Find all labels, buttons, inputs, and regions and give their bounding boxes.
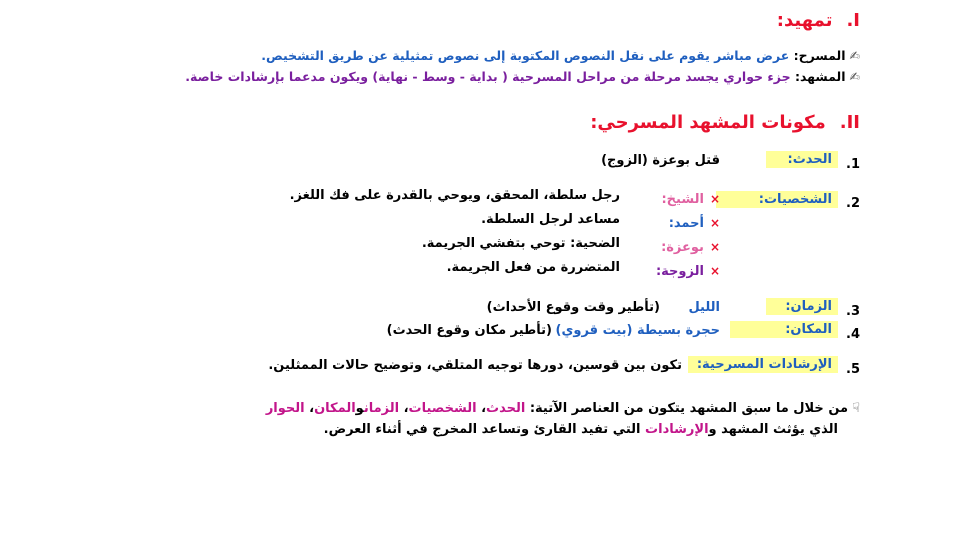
summary-element: الإرشادات xyxy=(645,422,709,437)
component-value: حجرة بسيطة (بيت قروي) xyxy=(555,323,720,338)
summary-element: المكان xyxy=(314,401,356,416)
character-name: أحمد: xyxy=(668,216,704,231)
summary-connector: و xyxy=(355,401,364,416)
component-event xyxy=(838,153,860,172)
bullet-icon: × xyxy=(709,264,720,278)
character-item xyxy=(661,236,720,255)
definition-term: المشهد: xyxy=(794,69,846,84)
summary-text: الذي يؤثث المشهد و xyxy=(708,422,838,437)
component-directions xyxy=(838,358,860,377)
bullet-icon: × xyxy=(709,240,720,254)
component-value: الليل xyxy=(688,300,720,315)
summary-element: الحدث xyxy=(486,401,526,416)
definition-theatre xyxy=(261,48,860,63)
section-heading-2 xyxy=(590,112,860,133)
section-title: مكونات المشهد المسرحي: xyxy=(590,112,826,133)
section-number: II. xyxy=(839,112,860,133)
summary-element: الزمان xyxy=(363,401,400,416)
pen-icon: ✍ xyxy=(849,69,860,84)
component-label: الزمان: xyxy=(766,298,838,315)
definition-scene xyxy=(185,69,860,84)
component-number: 2. xyxy=(846,196,860,211)
component-label: المكان: xyxy=(730,321,838,338)
summary-element: الشخصيات xyxy=(408,401,477,416)
component-number: 1. xyxy=(846,157,860,172)
component-place xyxy=(838,323,860,342)
character-item xyxy=(656,260,720,279)
component-characters xyxy=(838,192,860,211)
hand-pointer-icon: ☟ xyxy=(852,401,860,416)
component-note: (تأطير وقت وقوع الأحداث) xyxy=(486,300,660,315)
character-name: بوعزة: xyxy=(661,240,704,255)
bullet-icon: × xyxy=(709,192,720,206)
section-title: تمهيد: xyxy=(776,10,833,31)
character-item xyxy=(669,212,720,231)
component-value: تكون بين قوسين، دورها توجيه المتلقي، وتوضيح حالات الممثلين. xyxy=(268,358,682,373)
component-value: قتل بوعزة (الزوج) xyxy=(601,153,720,168)
summary-line-1: ☟من خلال ما سبق المشهد يتكون من العناصر الآتية: الحدث، الشخصيات، الزمانوالمكان، الحوار xyxy=(265,401,860,416)
pen-icon: ✍ xyxy=(849,48,860,63)
character-item xyxy=(661,188,720,207)
character-desc: رجل سلطة، المحقق، ويوحي بالقدرة على فك اللغز. xyxy=(289,188,620,203)
section-number: I. xyxy=(846,10,860,31)
summary-element: الحوار xyxy=(265,401,305,416)
component-label: الحدث: xyxy=(766,151,838,168)
character-name: الزوجة: xyxy=(655,264,704,279)
character-desc: المتضررة من فعل الجريمة. xyxy=(446,260,620,275)
character-desc: مساعد لرجل السلطة. xyxy=(481,212,620,227)
summary-text: التي تفيد القارئ وتساعد المخرج في أثناء العرض. xyxy=(323,422,646,437)
definition-term: المسرح: xyxy=(793,48,846,63)
component-label: الإرشادات المسرحية: xyxy=(688,356,838,373)
component-number: 5. xyxy=(846,362,860,377)
summary-line-2 xyxy=(324,420,838,440)
definition-text: عرض مباشر يقوم على نقل النصوص المكتوبة إلى نصوص تمثيلية عن طريق التشخيص. xyxy=(261,48,790,63)
component-note: (تأطير مكان وقوع الحدث) xyxy=(386,323,552,338)
bullet-icon: × xyxy=(709,216,720,230)
section-heading-1 xyxy=(777,10,860,31)
definition-text: جزء حواري يجسد مرحلة من مراحل المسرحية ( بداية - وسط - نهاية) ويكون مدعما بإرشادات خاصة. xyxy=(185,69,791,84)
character-desc: الضحية: توحي بتفشي الجريمة. xyxy=(421,236,620,251)
component-number: 3. xyxy=(846,304,860,319)
component-time xyxy=(838,300,860,319)
component-label: الشخصيات: xyxy=(716,191,838,208)
character-name: الشيخ: xyxy=(661,192,704,207)
summary-intro: من خلال ما سبق المشهد يتكون من العناصر الآتية: xyxy=(529,401,849,416)
component-number: 4. xyxy=(846,327,860,342)
